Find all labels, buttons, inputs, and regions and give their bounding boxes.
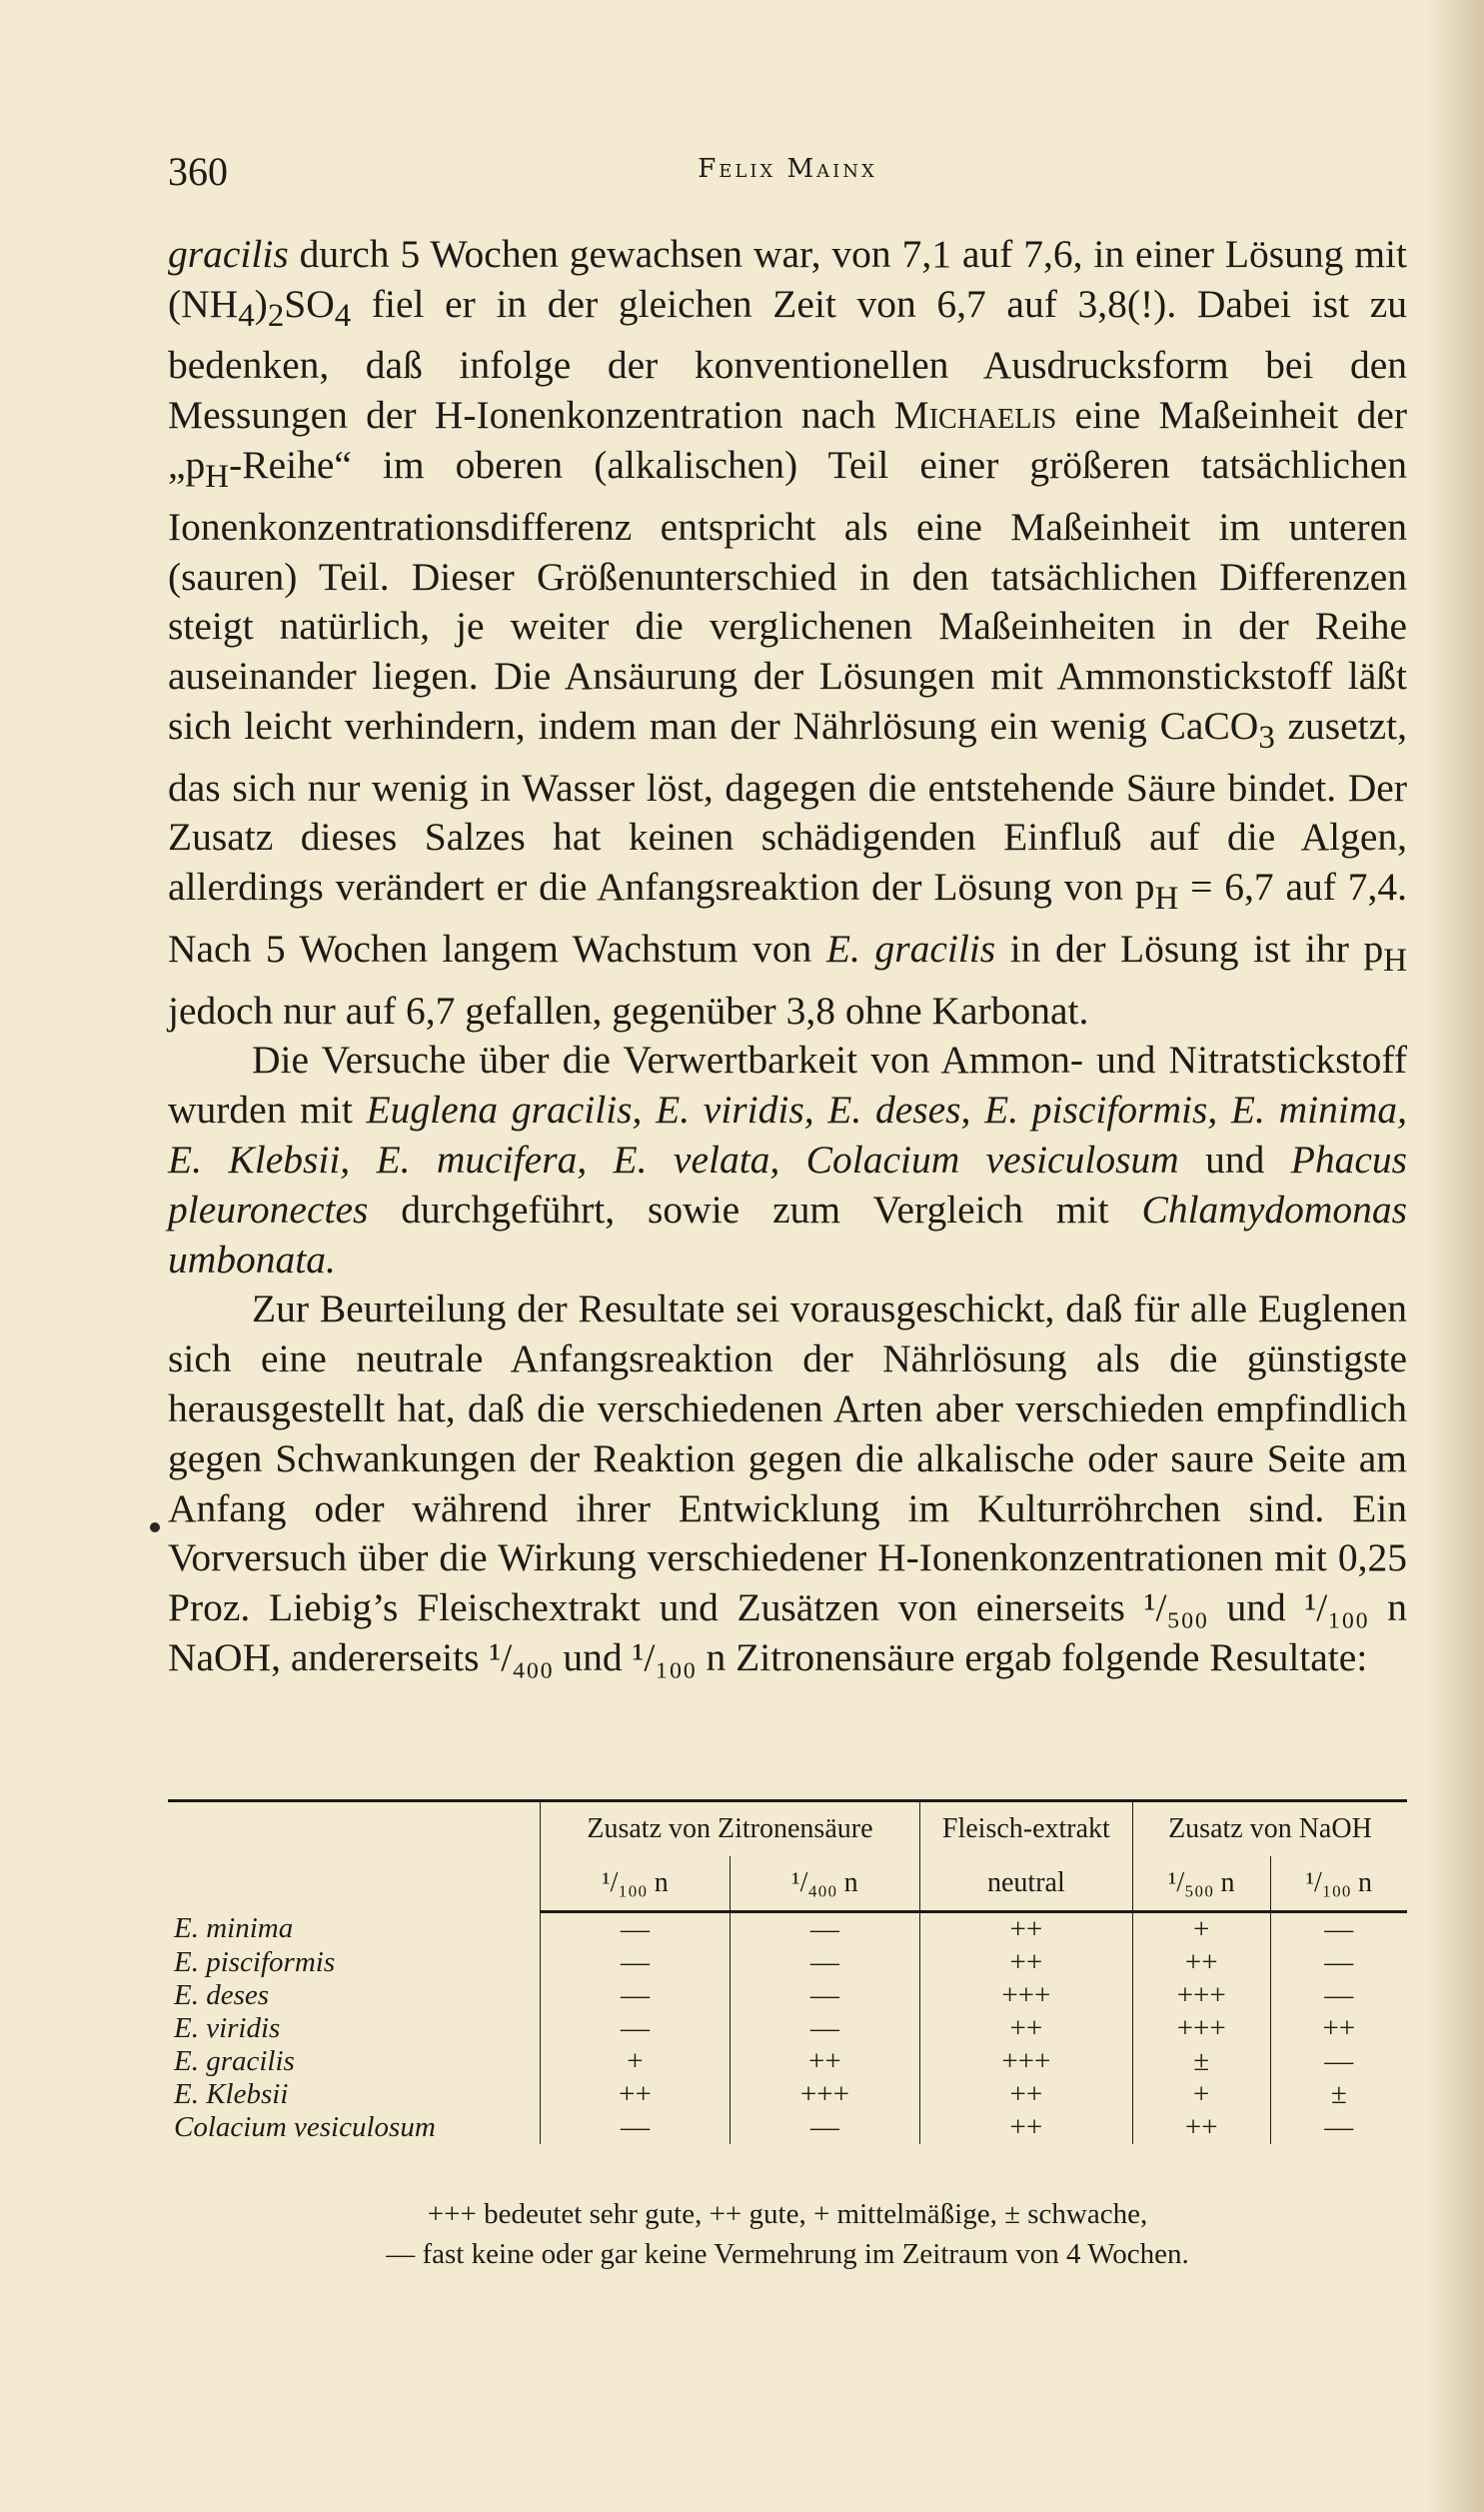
taxon-name: Chlamydomonas umbonata. (168, 1187, 1407, 1281)
page-header (168, 148, 1407, 198)
results-table (168, 1799, 1407, 2144)
page-edge-shadow (1424, 0, 1484, 2512)
taxon-name: E. gracilis (825, 926, 996, 971)
margin-dot-mark (150, 1522, 160, 1532)
col-citric-400: ¹/₄₀₀ n (730, 1856, 919, 1912)
table-row: E. deses — — +++ +++ — (168, 1979, 1407, 2012)
results-table-wrap (168, 1799, 1407, 2144)
table-row: E. Klebsii ++ +++ ++ + ± (168, 2078, 1407, 2111)
taxon-name: Phacus pleuronectes (168, 1138, 1407, 1232)
paragraph-2: Die Versuche über die Verwertbarkeit von Ammon- und Nitratstickstoff wurden mit Euglena gracilis, E. viridis, E. deses, E. pisciformis, E. minima, E. Klebsii, E. mucifera, E. velata, Colacium vesiculosum und Phacus pleuronectes durchgeführt, sowie zum Vergleich mit Chlamydomonas umbonata. (168, 1038, 1407, 1281)
table-row: E. viridis — — ++ +++ ++ (168, 2012, 1407, 2045)
taxon-list: Euglena gracilis, E. viridis, E. deses, E. pisciformis, E. minima, E. Klebsii, E. mucifera, E. velata, Colacium vesiculosum (168, 1088, 1407, 1182)
table-row: Colacium vesiculosum — — ++ ++ — (168, 2111, 1407, 2144)
table-header-row (168, 1801, 1407, 1857)
paragraph-1: gracilis durch 5 Wochen gewachsen war, von 7,1 auf 7,6, in einer Lösung mit $(NH_4)_2SO_4$ fiel er in der gleichen Zeit von 6,7 auf 3,8(!). Dabei ist zu bedenken, daß infolge der konventionellen Ausdrucksform bei den Messungen der H-Ionenkonzentration nach Michaelis eine Maßeinheit der $„p_H-Reihe“$ im oberen (alkalischen) Teil einer größeren tatsächlichen Ionenkonzentrationsdifferenz entspricht als eine Maßeinheit im unteren (sauren) Teil. Dieser Größenunterschied in den tatsächlichen Differenzen steigt natürlich, je weiter die verglichenen Maßeinheiten in der Reihe auseinander liegen. Die Ansäurung der Lösungen mit Ammonstickstoff läßt sich leicht verhindern, indem man der Nährlösung ein wenig CaCO$_3$ zusetzt, das sich nur wenig in Wasser löst, dagegen die entstehende Säure bindet. Der Zusatz dieses Salzes hat keinen schädigenden Einfluß auf die Algen, allerdings verändert er die Anfangsreaktion der Lösung von $p_H = 6,7$ auf 7,4. Nach 5 Wochen langem Wachstum von E. gracilis in der Lösung ist ihr $p_H$ jedoch nur auf 6,7 gefallen, gegenüber 3,8 ohne Karbonat. (168, 232, 1408, 1033)
table-legend (168, 2194, 1407, 2274)
species-header-empty (168, 1801, 541, 1912)
col-citric-100: ¹/₁₀₀ n (541, 1856, 731, 1912)
col-naoh-100: ¹/₁₀₀ n (1270, 1856, 1407, 1912)
meat-extract-header: Fleisch-extrakt (919, 1801, 1132, 1857)
page-number: 360 (168, 149, 228, 194)
running-head: Felix Mainx (698, 154, 877, 184)
taxon-name: gracilis (168, 232, 289, 276)
table-row: E. pisciformis — — ++ ++ — (168, 1946, 1407, 1979)
legend-line-2: — fast keine oder gar keine Vermehrung im Zeitraum von 4 Wochen. (386, 2238, 1189, 2270)
col-meat-neutral: neutral (919, 1856, 1132, 1912)
col-naoh-500: ¹/₅₀₀ n (1132, 1856, 1270, 1912)
author-name: Michaelis (893, 393, 1057, 438)
table-row: E. minima — — ++ + — (168, 1912, 1407, 1947)
naoh-header: Zusatz von NaOH (1132, 1801, 1407, 1857)
paragraph-3: Zur Beurteilung der Resultate sei vorausgeschickt, daß für alle Euglenen sich eine neutrale Anfangsreaktion der Nährlösung als die günstigste herausgestellt hat, daß die verschiedenen Arten aber verschieden empfindlich gegen Schwankungen der Reaktion gegen die alkalische oder saure Seite am Anfang oder während ihrer Entwicklung im Kulturröhrchen sind. Ein Vorversuch über die Wirkung verschiedener H-Ionenkonzentrationen mit 0,25 Proz. Liebig’s Fleischextrakt und Zusätzen von einerseits ¹/₅₀₀ und ¹/₁₀₀ n NaOH, andererseits ¹/₄₀₀ und ¹/₁₀₀ n Zitronensäure ergab folgende Resultate: (168, 1286, 1408, 1679)
citric-acid-header: Zusatz von Zitronensäure (541, 1801, 920, 1857)
body-text (168, 230, 1407, 1683)
legend-line-1: +++ bedeutet sehr gute, ++ gute, + mittelmäßige, ± schwache, (427, 2198, 1148, 2230)
table-row: E. gracilis + ++ +++ ± — (168, 2045, 1407, 2078)
